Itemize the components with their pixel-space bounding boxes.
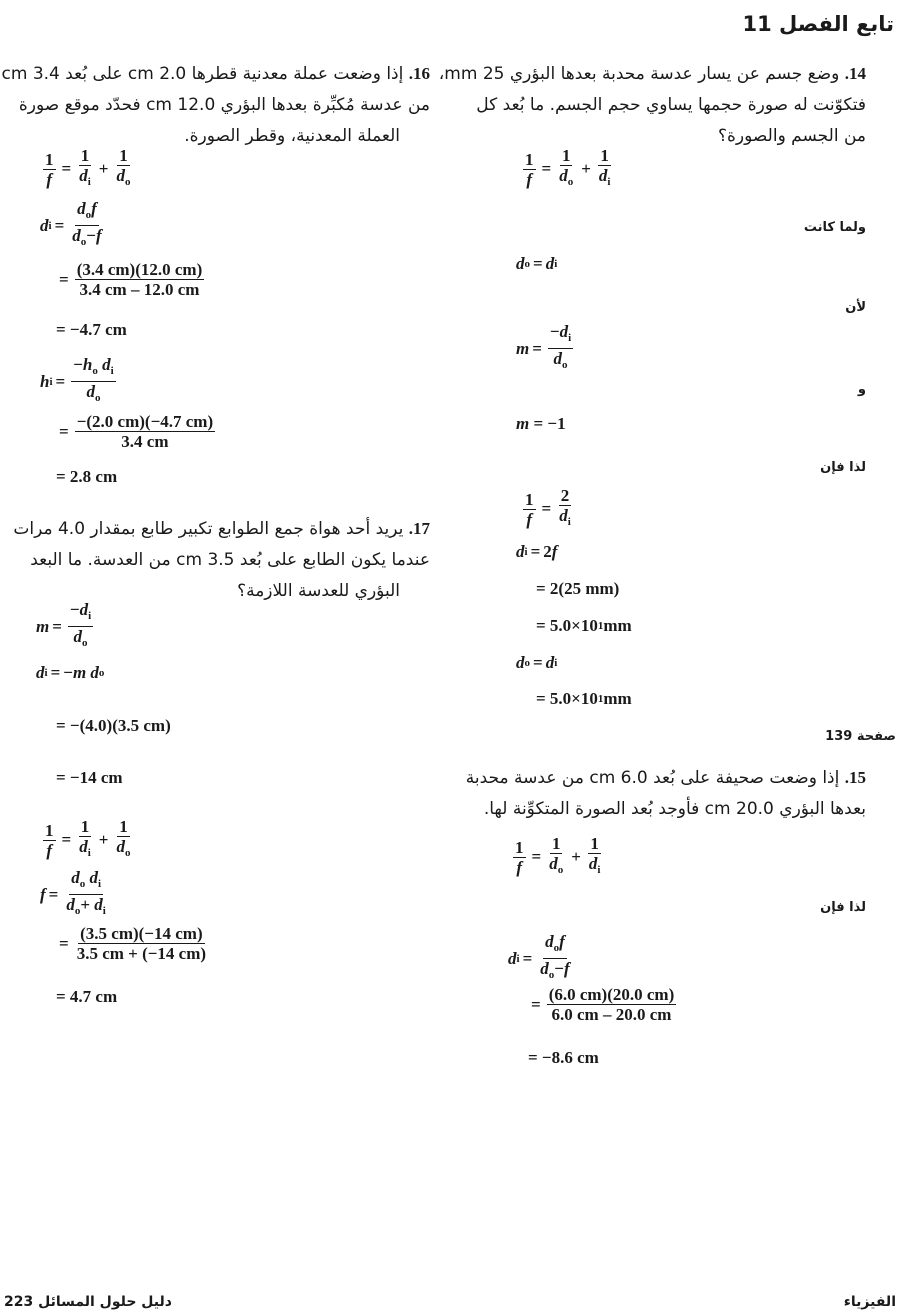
note-because: لأن <box>845 300 866 315</box>
problem-line: فتكوّنت له صورة حجمها يساوي حجم الجسم. ما بُعد كل <box>476 95 866 115</box>
footer-subject: الفيزياء <box>843 1294 896 1310</box>
substitution: = $\frac{-(2.0 cm)(-4.7 cm)}{3.4 cm}$ <box>59 412 214 451</box>
substitution: = $\frac{(3.5 cm)(-14 cm)}{3.5 cm + (-14 cm)}$ <box>59 924 207 963</box>
step: = −14 cm <box>56 768 123 787</box>
problem-17-text <box>2 513 430 607</box>
numerator: (3.5 cm)(−14 cm) <box>80 924 203 943</box>
footer-guide-page: دليل حلول المسائل 223 <box>4 1294 172 1310</box>
note-therefore: لذا فإن <box>820 460 866 475</box>
equation-hi: h i = $\frac{-h_o d_i}{d_o}$ <box>40 355 114 404</box>
numerator: (3.4 cm)(12.0 cm) <box>76 260 203 279</box>
value: = 5.0×10 <box>536 689 598 708</box>
problem-number: 14. <box>844 64 866 83</box>
denominator: 3.4 cm – 12.0 cm <box>79 280 200 299</box>
problem-line: إذا وضعت عملة معدنية قطرها 2.0 cm على بُعد 3.4 cm <box>1 64 404 84</box>
denominator: 3.4 cm <box>121 432 169 451</box>
equation-f: f = $\frac{d_o d_i}{d_o+ d_i}$ <box>40 868 106 917</box>
step: = −(4.0)(3.5 cm) <box>56 716 171 735</box>
value: = −1 <box>533 414 566 433</box>
numerator: (6.0 cm)(20.0 cm) <box>548 985 675 1004</box>
problem-line: وضع جسم عن يسار عدسة محدبة بعدها البؤري 25 mm، <box>438 64 840 84</box>
note-therefore: لذا فإن <box>820 900 866 915</box>
equation-f-2-di: $\frac{1}{f}$ = $\frac{2}{d_i}$ <box>525 486 571 529</box>
note-since: ولما كانت <box>803 220 866 235</box>
equation-magnification: m = $\frac{-d_i}{d_o}$ <box>36 600 92 649</box>
equation-thin-lens: $\frac{1}{f}$ = $\frac{1}{d_o}$ + $\frac{1}{d_i}$ <box>525 146 611 189</box>
problem-number: 15. <box>844 768 866 787</box>
unit: mm <box>603 689 632 708</box>
substitution: = $\frac{(3.4 cm)(12.0 cm)}{3.4 cm - 12.0 cm}$ <box>59 260 203 299</box>
equation-di: d i = $\frac{d_of}{d_o-f}$ <box>508 932 570 981</box>
problem-line: يريد أحد هواة جمع الطوابع تكبير طابع بمقدار 4.0 مرات <box>13 519 404 539</box>
equation-di-2f: d i = 2 f <box>516 542 558 561</box>
result: = −8.6 cm <box>528 1048 599 1067</box>
problem-number: 17. <box>408 519 430 538</box>
problem-line: بعدها البؤري 20.0 cm فأوجد بُعد الصورة المتكوِّنة لها. <box>483 799 866 819</box>
equation-do-di-2: d o = d i <box>516 653 558 672</box>
value: = 5.0×10 <box>536 616 598 635</box>
equation-thin-lens: $\frac{1}{f}$ = $\frac{1}{d_i}$ + $\frac{1}{d_o}$ <box>45 146 131 189</box>
page-reference: صفحة 139 <box>825 729 896 744</box>
equation-magnification: m = $\frac{-d_i}{d_o}$ <box>516 322 572 371</box>
chapter-header: تابع الفصل 11 <box>742 12 894 36</box>
step: = 2(25 mm) <box>536 579 620 598</box>
problem-line: إذا وضعت صحيفة على بُعد 6.0 cm من عدسة محدبة <box>465 768 840 788</box>
problem-16-text <box>2 58 430 152</box>
equation-m-value: m = −1 <box>516 414 566 433</box>
result: = 4.7 cm <box>56 987 118 1006</box>
problem-15-text <box>446 762 866 825</box>
problem-line: من عدسة مُكبِّرة بعدها البؤري 12.0 cm فحدّد موقع صورة <box>18 95 430 115</box>
problem-line: العملة المعدنية، وقطر الصورة. <box>184 126 400 146</box>
result: = −4.7 cm <box>56 320 127 339</box>
equation-thin-lens: $\frac{1}{f}$ = $\frac{1}{d_i}$ + $\frac{1}{d_o}$ <box>45 817 131 860</box>
step <box>536 689 632 709</box>
exponent: 1 <box>597 620 604 632</box>
problem-line: عندما يكون الطابع على بُعد 3.5 cm من العدسة. ما البعد <box>30 550 430 570</box>
substitution: = $\frac{(6.0 cm)(20.0 cm)}{6.0 cm - 20.0 cm}$ <box>531 985 675 1024</box>
equation-di-mdo: d i = − m d o <box>36 663 105 682</box>
denominator: 6.0 cm – 20.0 cm <box>551 1005 672 1024</box>
step <box>536 616 632 636</box>
result: = 2.8 cm <box>56 467 118 486</box>
equation-di: d i = $\frac{d_of}{d_o-f}$ <box>40 199 102 248</box>
exponent: 1 <box>597 693 604 705</box>
note-and: و <box>857 382 866 397</box>
denominator: 3.5 cm + (−14 cm) <box>76 944 207 963</box>
equation-do-di: d o = d i <box>516 254 558 273</box>
numerator: −(2.0 cm)(−4.7 cm) <box>76 412 214 431</box>
equation-thin-lens: $\frac{1}{f}$ = $\frac{1}{d_o}$ + $\frac{1}{d_i}$ <box>515 834 601 877</box>
problem-number: 16. <box>408 64 430 83</box>
problem-14-text <box>438 58 866 152</box>
unit: mm <box>603 616 632 635</box>
problem-line: من الجسم والصورة؟ <box>718 126 866 146</box>
problem-line: البؤري للعدسة اللازمة؟ <box>237 581 400 601</box>
